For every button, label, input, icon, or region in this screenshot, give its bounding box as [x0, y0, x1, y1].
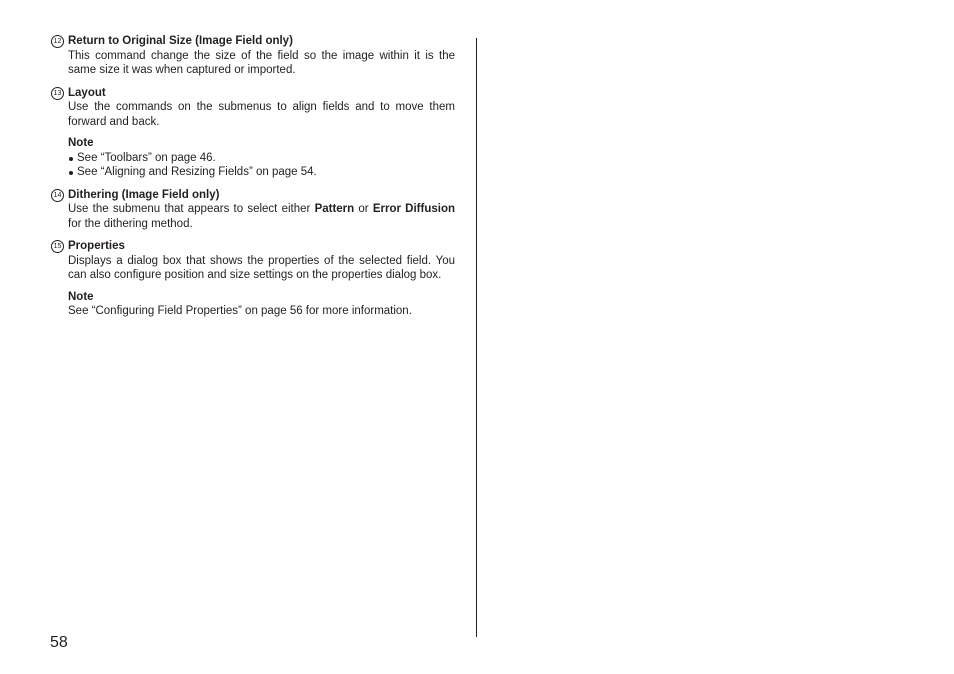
entry-layout	[51, 86, 455, 180]
body-text-segment: or	[354, 203, 373, 215]
note-title: Note	[68, 137, 94, 149]
body-text-segment: Use the submenu that appears to select either	[68, 203, 315, 215]
entry-heading: Dithering (Image Field only)	[68, 188, 220, 201]
entry-return-to-original-size	[51, 34, 455, 78]
entry-number-badge: 12	[51, 35, 64, 48]
column-divider	[476, 38, 477, 637]
option-pattern: Pattern	[314, 203, 355, 215]
left-column	[51, 34, 455, 327]
note-text: See “Configuring Field Properties” on page 56 for more information.	[68, 305, 412, 317]
entry-dithering	[51, 188, 455, 232]
entry-properties	[51, 239, 455, 319]
entry-body: Use the commands on the submenus to align fields and to move them forward and back.	[68, 101, 455, 128]
entry-heading: Properties	[68, 240, 125, 252]
entry-body: This command change the size of the field so the image within it is the same size it was when captured or imported.	[68, 49, 455, 76]
entry-body: Displays a dialog box that shows the properties of the selected field. You can also configure position and size settings on the properties dialog box.	[68, 254, 455, 281]
note-bullet-item: See “Aligning and Resizing Fields” on page 54.	[68, 165, 455, 180]
note-title: Note	[68, 290, 94, 303]
note-bullet-item: See “Toolbars” on page 46.	[68, 151, 455, 166]
note-bullet-list	[68, 151, 455, 180]
entry-body	[68, 202, 455, 231]
body-text-segment: for the dithering method.	[68, 217, 193, 230]
entry-heading: Return to Original Size (Image Field only)	[68, 35, 293, 47]
entry-number-badge: 14	[51, 189, 64, 202]
option-error-diffusion: Error Diffusion	[372, 203, 455, 215]
note-block	[68, 136, 455, 180]
entry-heading: Layout	[68, 86, 106, 99]
page-number: 58	[50, 634, 68, 651]
entry-number-badge: 15	[51, 240, 64, 253]
note-block	[68, 290, 455, 319]
entry-number-badge: 13	[51, 87, 64, 100]
